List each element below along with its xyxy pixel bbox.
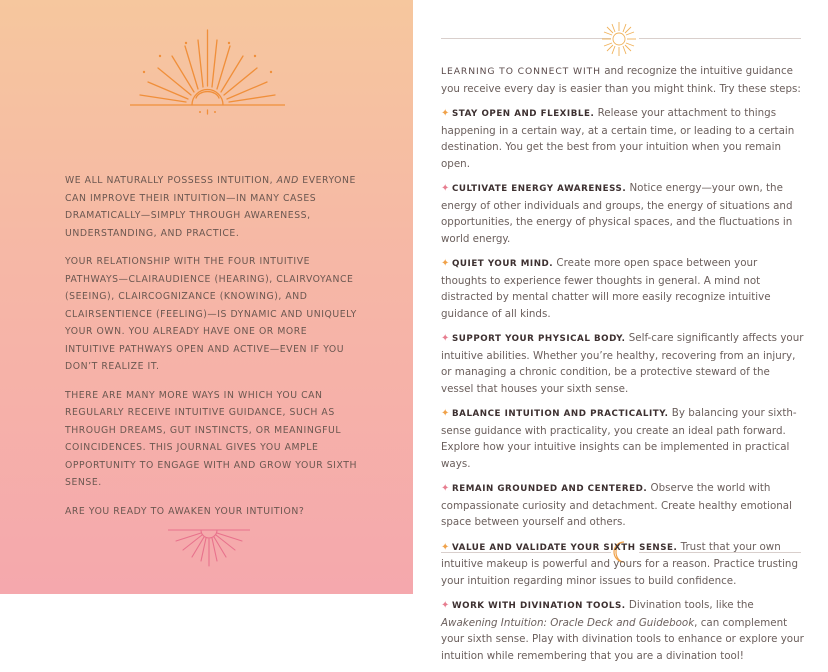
step-title: STAY OPEN AND FLEXIBLE. <box>452 109 595 119</box>
step-title: SUPPORT YOUR PHYSICAL BODY. <box>452 334 626 344</box>
sparkle-icon: ✦ <box>441 333 450 344</box>
sparkle-icon: ✦ <box>441 600 450 611</box>
sparkle-icon: ✦ <box>441 483 450 494</box>
step-body-text: , can complement your sixth sense. Play with divination tools to enhance or explore your intuition while remembering that you are a divination tool! <box>441 616 804 662</box>
step-body: Self-care significantly affects your intuitive abilities. Whether you’re healthy, recovering from an injury, or managing a chronic condition, be a protective steward of the vessel that houses your sixth sense. <box>441 332 804 395</box>
step-item <box>441 597 804 664</box>
emphasis-text: AND <box>276 175 299 186</box>
step-item <box>441 480 804 531</box>
step-item <box>441 330 804 397</box>
sparkle-icon: ✦ <box>441 258 450 269</box>
step-item <box>441 405 804 472</box>
step-item <box>441 255 804 322</box>
step-body: Observe the world with compassionate curiosity and detachment. Create healthy emotional space between yourself and others. <box>441 482 792 528</box>
step-title: VALUE AND VALIDATE YOUR SIXTH SENSE. <box>452 542 678 553</box>
step-item <box>441 105 804 172</box>
right-body-text <box>441 63 804 672</box>
step-item <box>441 180 804 247</box>
left-paragraph-3: THERE ARE MANY MORE WAYS IN WHICH YOU CAN REGULARLY RECEIVE INTUITIVE GUIDANCE, SUCH AS THROUGH DREAMS, GUT INSTINCTS, OR MEANINGFUL COINCIDENCES. THIS JOURNAL GIVES YOU AMPLE OPPORTUNITY TO ENGAGE WITH AND GROW YOUR SIXTH SENSE. <box>65 389 357 488</box>
step-body: Notice energy—your own, the energy of other individuals and groups, the energy of situations and opportunities, the energy of physical spaces, and the fluctuations in world energy. <box>441 182 793 245</box>
rising-sun-icon <box>130 28 285 118</box>
book-title-text: Awakening Intuition: Oracle Deck and Guidebook <box>441 616 695 629</box>
left-body-text <box>65 172 358 531</box>
divider-line <box>441 38 611 39</box>
step-title: BALANCE INTUITION AND PRACTICALITY. <box>452 409 669 419</box>
left-paragraph-1 <box>65 172 358 242</box>
sparkle-icon: ✦ <box>441 408 450 419</box>
sparkle-icon: ✦ <box>441 541 450 553</box>
step-title: CULTIVATE ENERGY AWARENESS. <box>452 184 627 194</box>
intro-text: and recognize the intuitive guidance you receive every day is easier than you might think. Try these steps: <box>441 65 801 95</box>
step-title: WORK WITH DIVINATION TOOLS. <box>452 601 626 611</box>
intro-lead: LEARNING TO CONNECT WITH <box>441 66 601 77</box>
intro-paragraph <box>441 63 804 97</box>
left-paragraph-4: ARE YOU READY TO AWAKEN YOUR INTUITION? <box>65 505 305 517</box>
step-body-text: Divination tools, like the <box>625 599 754 611</box>
left-paragraph-2: YOUR RELATIONSHIP WITH THE FOUR INTUITIVE PATHWAYS—CLAIRAUDIENCE (HEARING), CLAIRVOYANCE (SEEING), CLAIRCOGNIZANCE (KNOWING), AND CLAIRSENTIENCE (FEELING)—IS DYNAMIC AND UNIQUELY YOUR OWN. YOU ALREADY HAVE ONE OR MORE INTUITIVE PATHWAYS OPEN AND ACTIVE—EVEN IF YOU DON’T REALIZE IT. <box>65 256 357 372</box>
step-body: By balancing your sixth-sense guidance with practicality, you create an ideal path forward. Explore how your intuitive insights can be implemented in practical ways. <box>441 407 797 470</box>
step-title: REMAIN GROUNDED AND CENTERED. <box>452 484 648 494</box>
sparkle-icon: ✦ <box>441 183 450 194</box>
step-body: Trust that your own intuitive makeup is powerful and yours for a reason. Practice trusting your intuition regarding minor issues to build confidence. <box>441 540 798 587</box>
paragraph-text: WE ALL NATURALLY POSSESS INTUITION, <box>65 175 277 186</box>
sun-star-icon <box>602 22 636 56</box>
rising-sun-icon <box>168 524 250 568</box>
divider-line <box>639 38 801 39</box>
step-title: QUIET YOUR MIND. <box>452 259 554 269</box>
step-body: Create more open space between your thoughts to experience fewer thoughts in general. A mind not distracted by mental chatter will more easily recognize intuitive guidance of all kinds. <box>441 257 771 320</box>
left-page <box>0 0 413 594</box>
step-item <box>441 539 804 590</box>
step-body: Release your attachment to things happening in a certain way, at a certain time, or leading to a certain destination. You get the best from your intuition when you remain open. <box>441 107 795 170</box>
paragraph-text: EVERYONE CAN IMPROVE THEIR INTUITION—IN MANY CASES DRAMATICALLY—SIMPLY THROUGH AWARENESS, UNDERSTANDING, AND PRACTICE. <box>65 175 356 239</box>
sparkle-icon: ✦ <box>441 108 450 119</box>
